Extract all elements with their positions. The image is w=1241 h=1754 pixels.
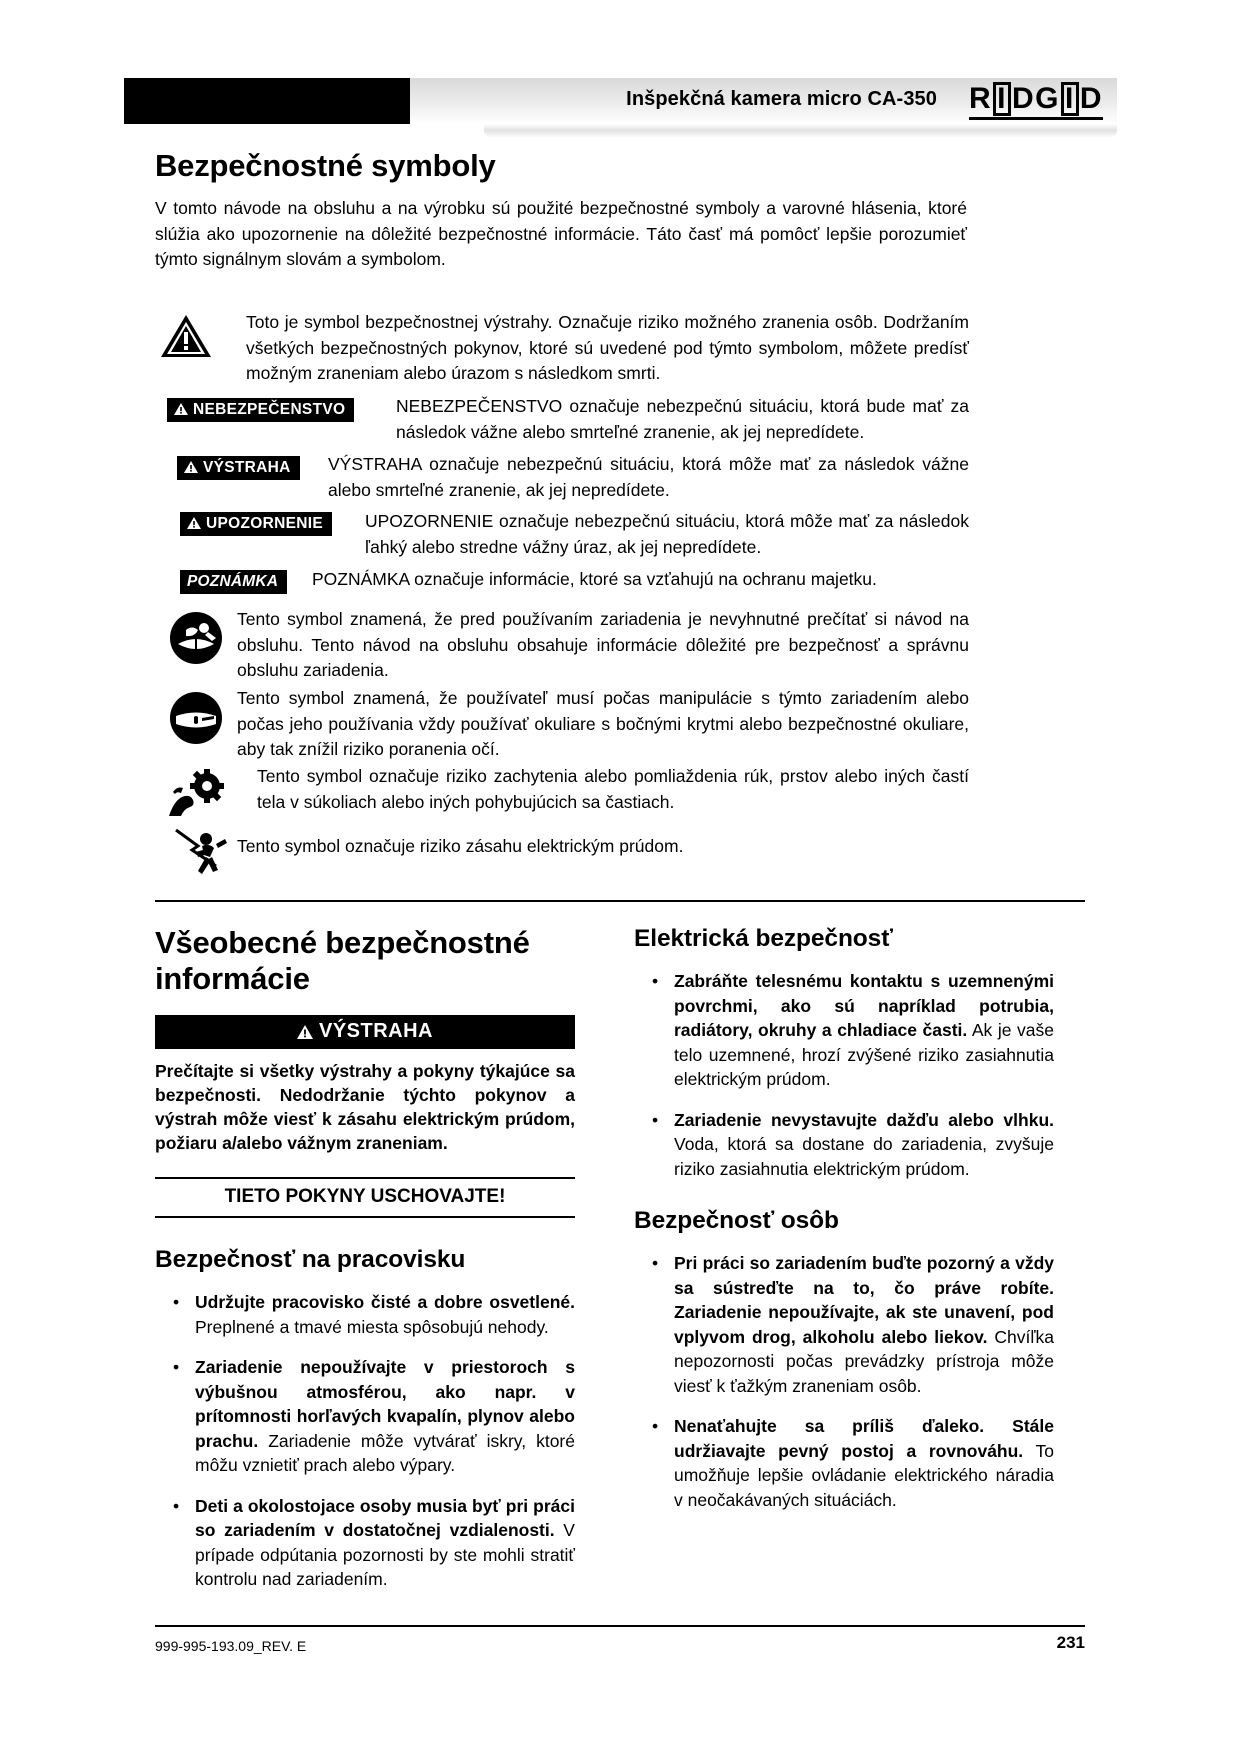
list-item-bold: Zariadenie nevystavujte dažďu alebo vlhku. [674, 1109, 1054, 1130]
warning-triangle-icon [160, 313, 212, 359]
symbols-intro-text: V tomto návode na obsluhu a na výrobku sú použité bezpečnostné symboly a varovné hlásenia, ktoré slúžia ako upozornenie na dôležité bezpečnostné informácie. Táto časť má pomôcť lepšie porozumieť týmto signálnym slovám a symbolom. [155, 198, 967, 269]
symbol-row-text-1: NEBEZPEČENSTVO označuje nebezpečnú situáciu, ktorá bude mať za následok vážne alebo smrteľné zranenie, ak jej nepredídete. [396, 396, 969, 442]
logo-letter-r: R [968, 82, 993, 115]
hand-crush-gears-icon [167, 768, 227, 820]
logo-letters-dg: DG [1011, 82, 1060, 115]
bullet-dot: • [173, 1292, 180, 1312]
right-column [634, 925, 1054, 1528]
list-item-bold: Zariadenie nepoužívajte v priestoroch s výbušnou atmosférou, ako napr. v prítomnosti horľavých kvapalín, plynov alebo prachu. [195, 1357, 575, 1451]
section-title-symbols: Bezpečnostné symboly [155, 148, 496, 183]
warning-bar [155, 1015, 575, 1049]
header-title: Inšpekčná kamera micro CA-350 [626, 88, 937, 110]
warning-bar-label: VÝSTRAHA [318, 1020, 433, 1042]
keep-instructions-box: TIETO POKYNY USCHOVAJTE! [155, 1177, 575, 1218]
bullet-dot: • [173, 1495, 180, 1516]
symbol-row-text-6: Tento symbol znamená, že používateľ musí počas manipulácie s týmto zariadením alebo počas jeho používania vždy používať okuliare s bočnými krytmi alebo bezpečnostné okuliare, aby tak znížil riziko poranenia očí. [237, 688, 969, 759]
warning-triangle-small-icon [174, 403, 188, 415]
personal-bullet-list [634, 1251, 1054, 1512]
logo-letter-i2: I [1061, 82, 1079, 116]
list-item-bold: Pri práci so zariadením buďte pozorný a vždy sa sústreďte na to, čo práve robíte. Zariadenie nepoužívajte, ak ste unavení, pod vplyvom drog, alkoholu alebo liekov. [674, 1253, 1054, 1347]
symbol-row-text-0: Toto je symbol bezpečnostnej výstrahy. Označuje riziko možného zranenia osôb. Dodržaním všetkých bezpečnostných pokynov, ktoré sú uvedené pod týmto symbolom, môžete predísť možným zraneniam alebo úrazom s následkom smrti. [246, 312, 969, 383]
list-item-rest: Voda, ktorá sa dostane do zariadenia, zvyšuje riziko zasiahnutia elektrickým prúdom. [674, 1134, 1054, 1179]
list-item [155, 1290, 575, 1339]
label-poznamka [180, 570, 287, 594]
list-item-rest: Preplnené a tmavé miesta spôsobujú nehody. [195, 1316, 549, 1337]
symbol-row-text-8: Tento symbol označuje riziko zásahu elektrickým prúdom. [237, 836, 684, 856]
bullet-dot: • [652, 1416, 659, 1436]
list-item [155, 1355, 575, 1478]
symbol-row-text-3: UPOZORNENIE označuje nebezpečnú situáciu, ktorá môže mať za následok ľahký alebo stredne vážny úraz, ak jej nepredídete. [365, 511, 969, 557]
list-item [634, 1108, 1054, 1182]
subsection-title-personal: Bezpečnosť osôb [634, 1207, 839, 1234]
footer-divider [155, 1625, 1085, 1627]
warning-triangle-small-icon [184, 461, 198, 473]
subsection-title-electrical: Elektrická bezpečnosť [634, 925, 893, 952]
electrical-bullet-list [634, 969, 1054, 1181]
footer-page-number: 231 [1056, 1633, 1085, 1652]
safety-goggles-icon [168, 690, 224, 746]
warning-bar-triangle-icon [297, 1022, 313, 1045]
list-item-rest: Chvíľka nepozornosti počas prevádzky prístroja môže viesť k ťažkým zraneniam osôb. [674, 1326, 1054, 1396]
left-column [155, 925, 575, 1608]
label-nebezpecenstvo [167, 398, 354, 422]
bullet-dot: • [652, 1253, 659, 1273]
list-item-bold: Udržujte pracovisko čisté a dobre osvetlené. [195, 1292, 575, 1312]
warning-text: Prečítajte si všetky výstrahy a pokyny týkajúce sa bezpečnosti. Nedodržanie týchto pokynov a výstrah môže viesť k zásahu elektrickým prúdom, požiaru a/alebo vážnym zraneniam. [155, 1061, 575, 1153]
section-title-general: Všeobecné bezpečnostné informácie [155, 925, 530, 996]
list-item-bold: Zabráňte telesnému kontaktu s uzemnenými povrchmi, ako sú napríklad potrubia, radiátory, okruhy a chladiace časti. [674, 971, 1054, 1040]
list-item [634, 1251, 1054, 1398]
list-item-bold: Deti a okolostojace osoby musia byť pri práci so zariadením v dostatočnej vzdialenosti. [195, 1495, 575, 1540]
list-item [634, 969, 1054, 1092]
list-item-rest: Ak je vaše telo uzemnené, hrozí zvýšené riziko zasiahnutia elektrickým prúdom. [674, 1020, 1054, 1089]
logo-letter-d: D [1079, 82, 1103, 115]
symbol-row-text-5: Tento symbol znamená, že pred používaním zariadenia je nevyhnutné prečítať si návod na obsluhu. Tento návod na obsluhu obsahuje informácie dôležité pre bezpečnosť a správnu obsluhu zariadenia. [237, 609, 969, 680]
symbol-row-text-4: POZNÁMKA označuje informácie, ktoré sa vzťahujú na ochranu majetku. [312, 569, 877, 589]
workplace-bullet-list [155, 1290, 575, 1592]
list-item-rest: Zariadenie môže vytvárať iskry, ktoré môžu vznietiť prach alebo výpary. [195, 1430, 575, 1475]
symbol-row-text-7: Tento symbol označuje riziko zachytenia alebo pomliaždenia rúk, prstov alebo iných častí tela v súkoliach alebo iných pohybujúcich sa častiach. [257, 766, 969, 812]
list-item-rest: V prípade odpútania pozornosti by ste mohli stratiť kontrolu nad zariadením. [195, 1520, 575, 1589]
list-item [634, 1414, 1054, 1512]
bullet-dot: • [173, 1357, 180, 1377]
label-poznamka-text: POZNÁMKA [187, 573, 279, 590]
header-grey-tail [484, 124, 1117, 138]
label-upozornenie-text: UPOZORNENIE [206, 515, 323, 532]
ridgid-logo [969, 82, 1103, 120]
warning-triangle-small-icon [187, 517, 201, 529]
label-upozornenie [180, 512, 332, 536]
bullet-dot: • [652, 971, 659, 991]
label-vystraha-text: VÝSTRAHA [203, 459, 291, 476]
section-divider [155, 900, 1085, 902]
list-item-bold: Nenaťahujte sa príliš ďaleko. Stále udržiavajte pevný postoj a rovnováhu. [674, 1416, 1054, 1461]
read-manual-icon [168, 610, 224, 666]
symbol-row-text-2: VÝSTRAHA označuje nebezpečnú situáciu, ktorá môže mať za následok vážne alebo smrteľné zranenie, ak jej nepredídete. [328, 454, 969, 500]
label-vystraha [177, 456, 300, 480]
label-nebezpecenstvo-text: NEBEZPEČENSTVO [193, 401, 346, 418]
footer-doc-id: 999-995-193.09_REV. E [155, 1638, 307, 1654]
subsection-title-workplace: Bezpečnosť na pracovisku [155, 1246, 466, 1273]
header-black-block [124, 78, 414, 124]
list-item-rest: To umožňuje lepšie ovládanie elektrického náradia v neočakávaných situáciách. [674, 1440, 1054, 1510]
logo-letter-i1: I [993, 82, 1011, 116]
electric-shock-icon [172, 826, 228, 878]
list-item [155, 1494, 575, 1592]
bullet-dot: • [652, 1109, 659, 1130]
page-header [124, 78, 1117, 134]
